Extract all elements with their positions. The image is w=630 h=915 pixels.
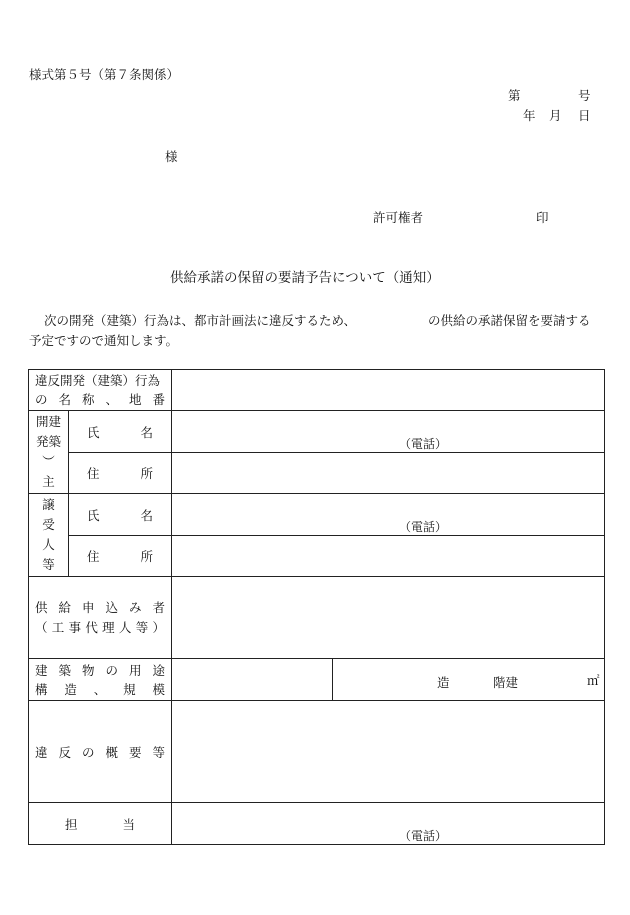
row-owner-address [29, 453, 605, 494]
label-supply-applicant: 供 給 申 込 み 者 （ 工 事 代 理 人 等 ） [29, 577, 172, 659]
label-violation-name [29, 370, 172, 411]
label-transferee-address: 住 所 [69, 536, 172, 577]
form-number: 様式第５号（第７条関係） [29, 67, 180, 82]
owner-phone-label: （電話） [399, 437, 448, 451]
label-violation-name-line2: の 名 称 、 地 番 [35, 392, 166, 407]
document-number-suffix: 号 [578, 88, 591, 103]
body-line2: 予定ですので通知します。 [29, 333, 179, 348]
structure-suffix: 造 [437, 675, 450, 690]
document-number-prefix: 第 [508, 88, 521, 103]
transferee-phone-label: （電話） [399, 520, 448, 534]
field-violation-summary[interactable] [172, 701, 605, 803]
label-violation-name-line1: 違反開発（建築）行為 [35, 373, 161, 388]
floors-suffix: 階建 [493, 675, 519, 690]
body-line1-end: の供給の承諾保留を要請する [428, 313, 591, 328]
field-transferee-name[interactable] [172, 494, 605, 536]
row-building [29, 659, 605, 701]
row-transferee-address [29, 536, 605, 577]
row-violation-summary [29, 701, 605, 803]
label-building: 建 築 物 の 用 途 構 造 、 規 模 [29, 659, 172, 701]
field-officer[interactable] [172, 803, 605, 845]
document-title: 供給承諾の保留の要請予告について（通知） [170, 270, 440, 286]
label-owner-name: 氏 名 [69, 411, 172, 453]
field-building-structure-scale[interactable] [333, 659, 605, 701]
officer-phone-label: （電話） [399, 829, 448, 843]
row-owner-name [29, 411, 605, 453]
issuer-label: 許可権者 [373, 210, 424, 225]
field-building-use[interactable] [172, 659, 333, 701]
row-supply-applicant [29, 577, 605, 659]
label-officer: 担 当 [29, 803, 172, 845]
area-unit: ㎡ [587, 673, 600, 688]
label-owner-address: 住 所 [69, 453, 172, 494]
field-owner-address[interactable] [172, 453, 605, 494]
field-owner-name[interactable] [172, 411, 605, 453]
label-owner-group: 開建 発築 ︶ 主 [29, 411, 69, 494]
row-violation-name [29, 370, 605, 411]
row-officer [29, 803, 605, 845]
addressee-suffix: 様 [165, 149, 178, 164]
date-year: 年 [523, 108, 536, 123]
label-violation-summary: 違 反 の 概 要 等 [29, 701, 172, 803]
label-transferee-name: 氏 名 [69, 494, 172, 536]
label-transferee-group: 譲 受 人 等 [29, 494, 69, 577]
notice-form-table [28, 369, 605, 845]
field-supply-applicant[interactable] [172, 577, 605, 659]
row-transferee-name [29, 494, 605, 536]
field-violation-name[interactable] [172, 370, 605, 411]
seal-mark: 印 [536, 210, 549, 225]
date-day: 日 [578, 108, 591, 123]
field-transferee-address[interactable] [172, 536, 605, 577]
date-month: 月 [549, 108, 562, 123]
body-line1-start: 次の開発（建築）行為は、都市計画法に違反するため、 [44, 313, 357, 328]
